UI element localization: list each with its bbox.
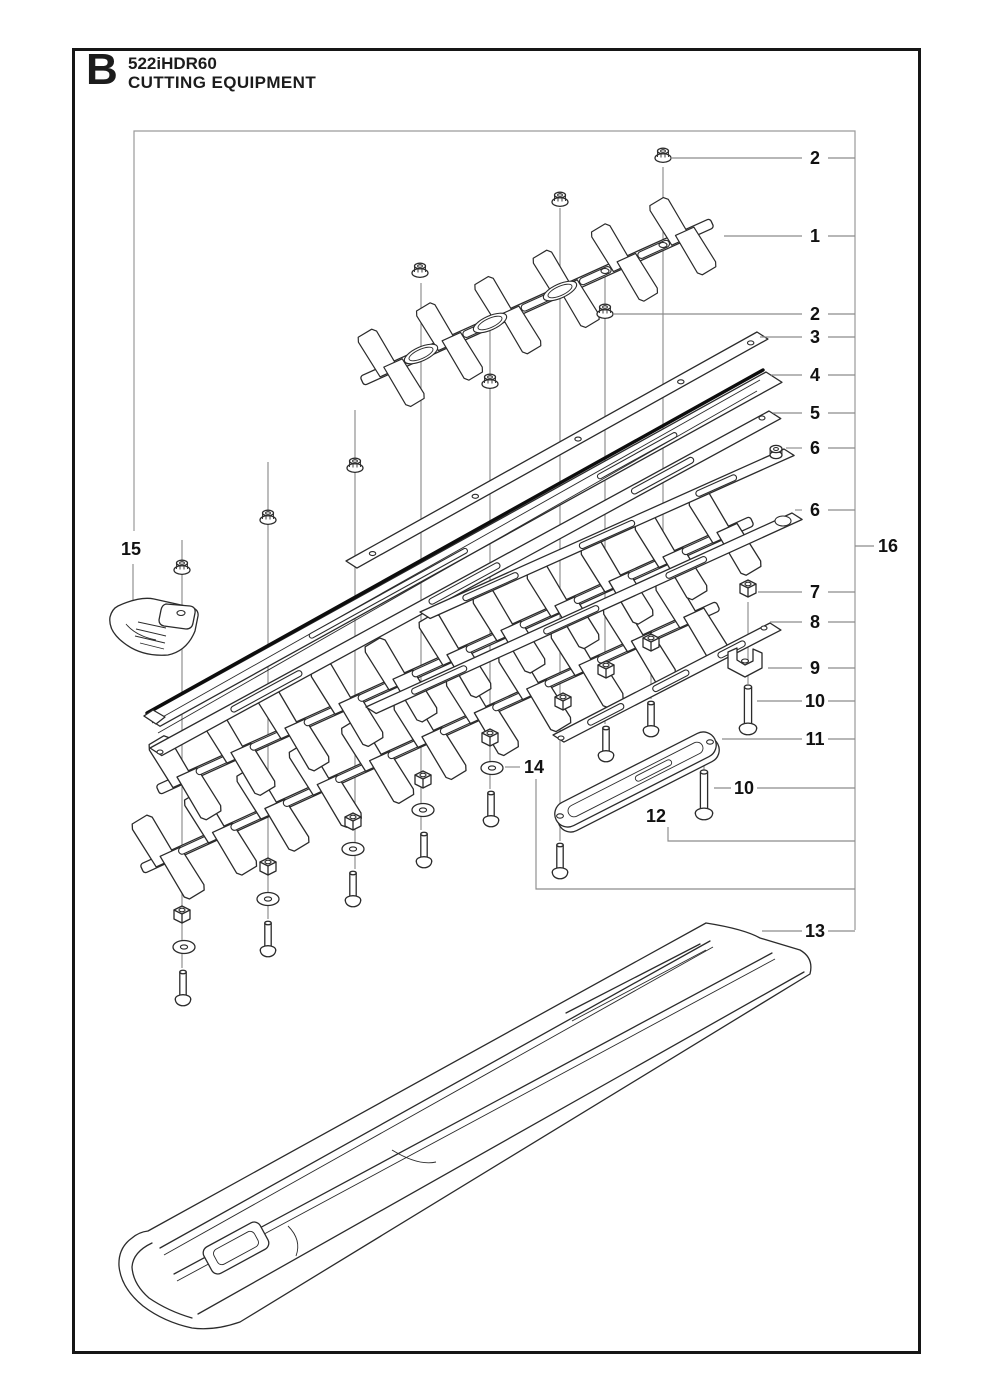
- callout-10b: 10: [733, 778, 755, 798]
- square-nut: [555, 693, 571, 710]
- callout-11: 11: [805, 729, 825, 749]
- callout-6b: 6: [809, 500, 821, 520]
- washer: [342, 843, 364, 856]
- screw: [643, 701, 658, 737]
- callout-7: 7: [809, 582, 821, 602]
- callout-1: 1: [809, 226, 821, 246]
- washer: [412, 804, 434, 817]
- callout-2b: 2: [809, 304, 821, 324]
- part-clamp: [728, 648, 762, 677]
- square-nut: [174, 906, 190, 923]
- washer: [257, 893, 279, 906]
- model-number: 522iHDR60: [128, 54, 217, 73]
- callout-14: 14: [523, 757, 545, 777]
- flange-nut: [655, 148, 671, 162]
- screw: [739, 685, 756, 735]
- square-nut: [345, 813, 361, 830]
- flange-nut: [174, 560, 190, 574]
- screw: [552, 843, 567, 879]
- callout-15: 15: [120, 539, 142, 559]
- screw: [175, 970, 190, 1006]
- screw: [345, 871, 360, 907]
- callout-13: 13: [804, 921, 826, 941]
- square-nut: [740, 580, 756, 597]
- screw: [598, 726, 613, 762]
- screw: [695, 770, 712, 820]
- flange-nut: [412, 263, 428, 277]
- square-nut: [482, 729, 498, 746]
- callout-16: 16: [877, 536, 899, 556]
- flange-nut: [597, 304, 613, 318]
- screw: [416, 832, 431, 868]
- square-nut: [643, 634, 659, 651]
- callout-9: 9: [809, 658, 821, 678]
- washer: [481, 762, 503, 775]
- flange-nut: [552, 192, 568, 206]
- page-title: CUTTING EQUIPMENT: [128, 73, 317, 92]
- callout-5: 5: [809, 403, 821, 423]
- part-tip-guard: [110, 598, 198, 655]
- part-transport-guard: [119, 923, 811, 1329]
- section-letter: B: [86, 45, 118, 94]
- square-nut: [598, 661, 614, 678]
- callout-12: 12: [645, 806, 667, 826]
- flange-nut: [260, 510, 276, 524]
- callout-4: 4: [809, 365, 821, 385]
- screw: [260, 921, 275, 957]
- washer: [173, 941, 195, 954]
- flange-nut: [482, 374, 498, 388]
- square-nut: [415, 771, 431, 788]
- part-blade-section: [356, 189, 718, 415]
- callout-8: 8: [809, 612, 821, 632]
- callout-3: 3: [809, 327, 821, 347]
- flange-nut: [347, 458, 363, 472]
- square-nut: [260, 858, 276, 875]
- callout-10a: 10: [804, 691, 826, 711]
- callout-6a: 6: [809, 438, 821, 458]
- screw: [483, 791, 498, 827]
- callout-2a: 2: [809, 148, 821, 168]
- part-connector-plate: [550, 728, 723, 837]
